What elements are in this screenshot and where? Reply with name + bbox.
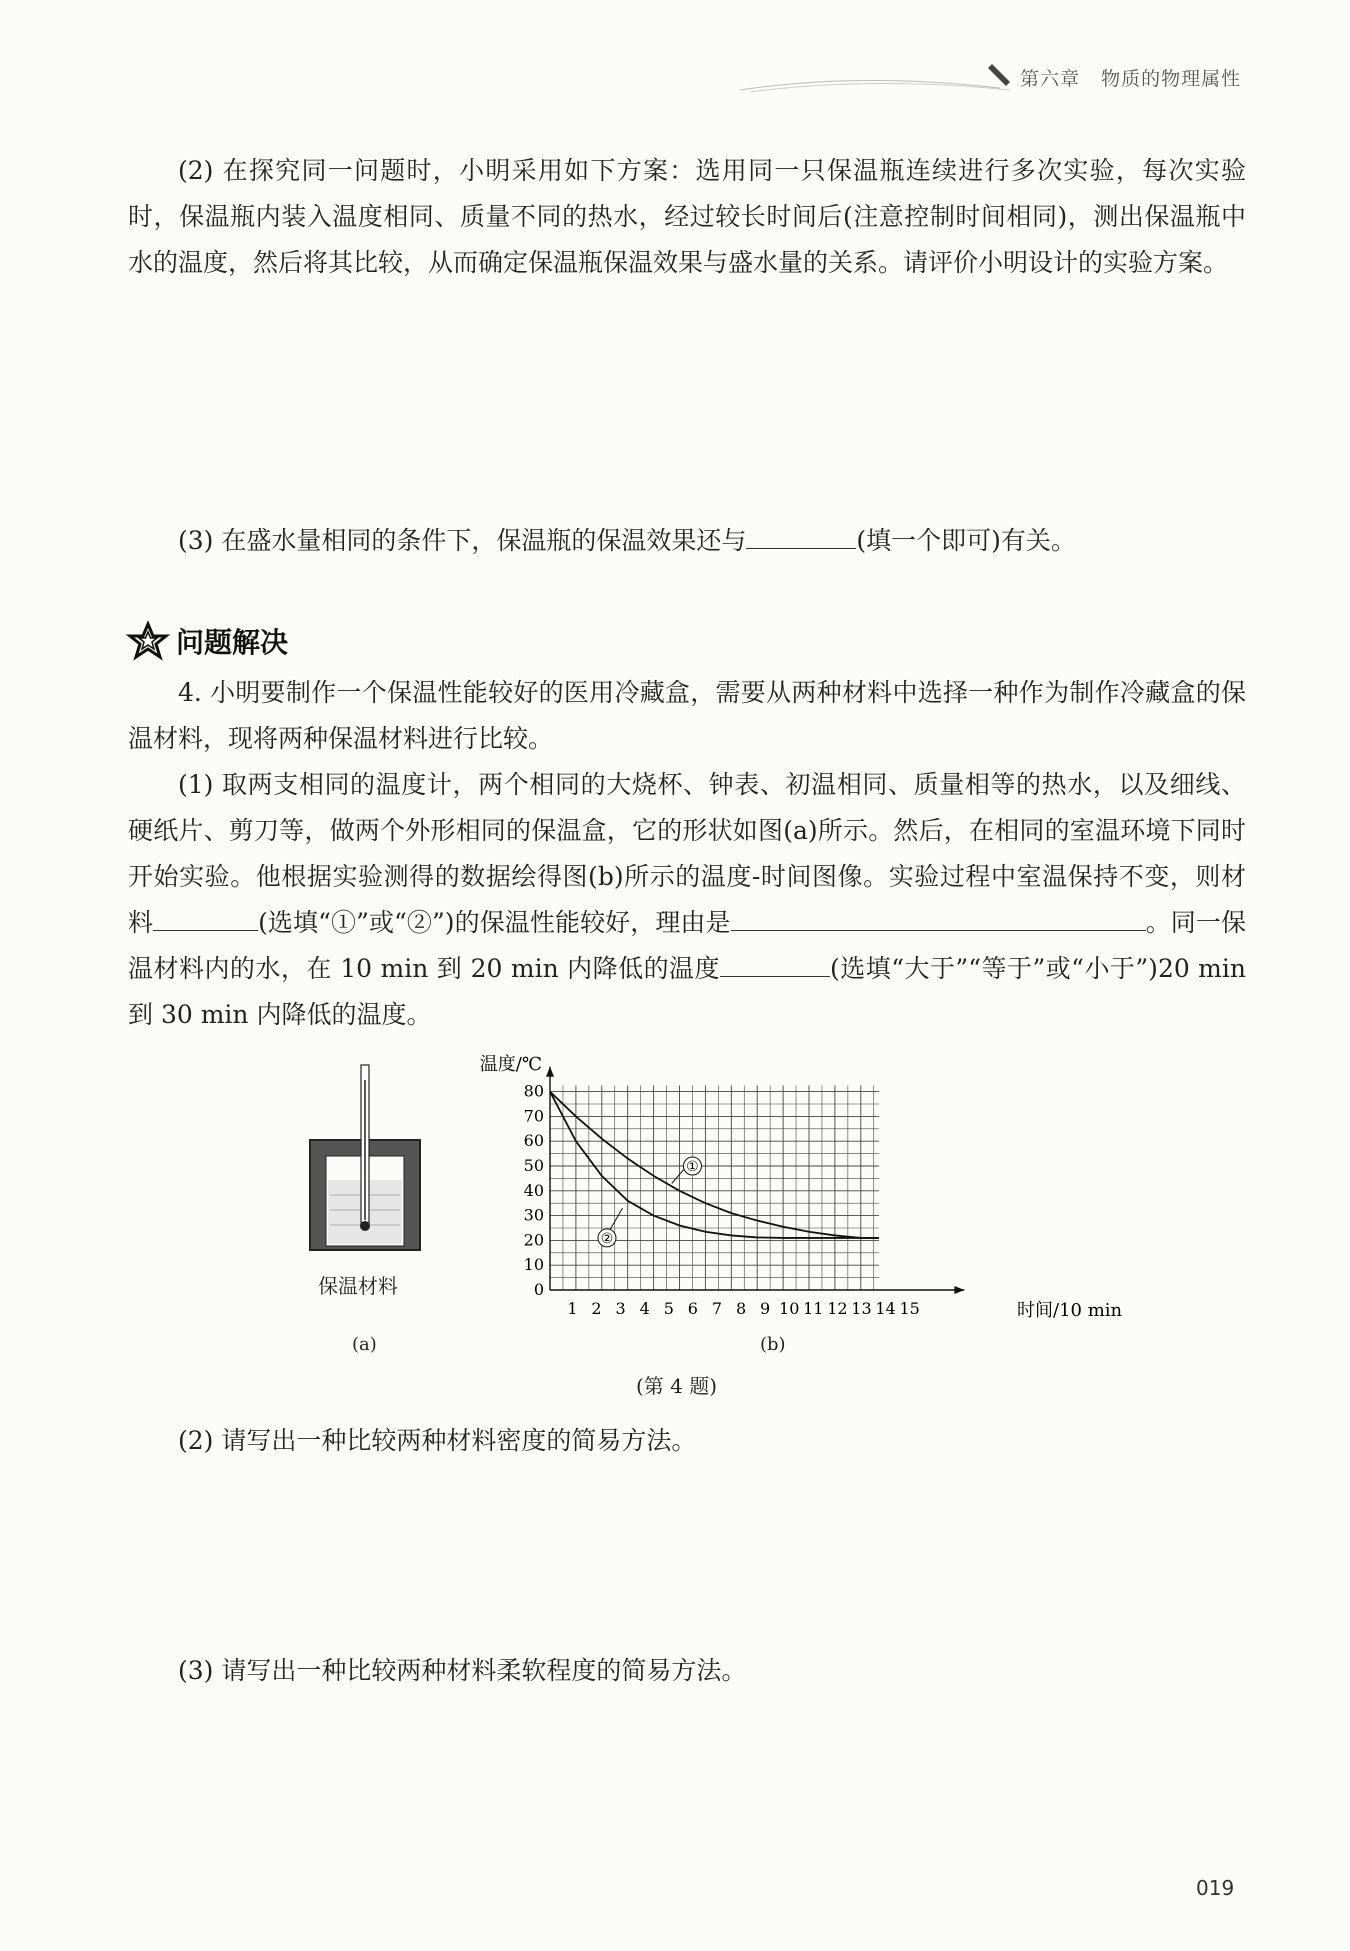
temperature-time-chart xyxy=(455,1050,1123,1332)
page-number: 019 xyxy=(1196,1876,1235,1900)
question-4-part-1: (1) 取两支相同的温度计，两个相同的大烧杯、钟表、初温相同、质量相等的热水，以及细线、硬纸片、剪刀等，做两个外形相同的保温盒，它的形状如图(a)所示。然后，在相同的室温环境下同时开始实验。他根据实验测得的数据绘得图(b)所示的温度-时间图像。实验过程中室温保持不变，则材料 (选填“①”或“②”)的保温性能较好，理由是 。同一保温材料内的水，在 10 min 到 20 min 内降低的温度 (选填“大于”“等于”或“小于”)20 min 到 30 min 内降低的温度。 xyxy=(128,770,1246,1029)
question-4-intro: 4. 小明要制作一个保温性能较好的医用冷藏盒，需要从两种材料中选择一种作为制作冷藏盒的保温材料，现将两种保温材料进行比较。 xyxy=(128,678,1246,753)
x-axis-label: 时间/10 min xyxy=(1017,1300,1123,1321)
x-axis-arrow xyxy=(954,1286,964,1294)
x-tick-label: 7 xyxy=(711,1299,723,1318)
x-tick-label: 10 xyxy=(779,1299,800,1318)
question-3-part-2: (2) 在探究同一问题时，小明采用如下方案：选用同一只保温瓶连续进行多次实验，每次实验时，保温瓶内装入温度相同、质量不同的热水，经过较长时间后(注意控制时间相同)，测出保温瓶中水的温度，然后将其比较，从而确定保温瓶保温效果与盛水量的关系。请评价小明设计的实验方案。 xyxy=(128,156,1246,277)
figure-caption: (第 4 题) xyxy=(636,1374,718,1398)
chart-grid xyxy=(550,1085,879,1290)
x-tick-label: 11 xyxy=(803,1299,824,1318)
answer-blank-material[interactable] xyxy=(153,900,258,931)
figure-a-caption: (a) xyxy=(352,1334,377,1355)
answer-blank[interactable] xyxy=(746,518,856,549)
y-tick-label: 70 xyxy=(523,1106,544,1126)
answer-blank-reason-cont[interactable] xyxy=(981,900,1146,931)
answer-blank-reason[interactable] xyxy=(731,900,981,931)
x-tick-label: 13 xyxy=(851,1299,872,1318)
insulation-material-label: 保温材料 xyxy=(318,1274,398,1298)
series-leader-line xyxy=(610,1208,623,1230)
x-tick-label: 2 xyxy=(591,1299,602,1318)
x-tick-label: 15 xyxy=(899,1299,920,1318)
y-tick-label: 0 xyxy=(533,1280,544,1299)
x-tick-label: 9 xyxy=(760,1299,771,1318)
x-tick-label: 12 xyxy=(827,1299,848,1318)
x-tick-label: 14 xyxy=(875,1299,896,1318)
y-axis-arrow xyxy=(546,1067,554,1077)
x-tick-label: 8 xyxy=(735,1299,747,1318)
question-4-part-2: (2) 请写出一种比较两种材料密度的简易方法。 xyxy=(178,1426,697,1455)
answer-blank-compare[interactable] xyxy=(720,946,830,977)
x-tick-label: 3 xyxy=(615,1299,626,1318)
series-label: ① xyxy=(686,1159,699,1175)
chapter-number: 第六章 xyxy=(1020,68,1081,90)
insulated-box-figure xyxy=(300,1060,440,1360)
pen-icon xyxy=(988,64,1010,86)
question-4-part-3: (3) 请写出一种比较两种材料柔软程度的简易方法。 xyxy=(178,1656,747,1685)
chapter-header xyxy=(1020,64,1241,91)
y-tick-label: 50 xyxy=(523,1156,544,1175)
y-tick-label: 40 xyxy=(523,1180,544,1200)
y-tick-label: 60 xyxy=(523,1131,544,1151)
chart-axes xyxy=(546,1067,964,1294)
question-3-part-3: (3) 在盛水量相同的条件下，保温瓶的保温效果还与 (填一个即可)有关。 xyxy=(128,518,1246,564)
y-tick-label: 10 xyxy=(523,1255,544,1275)
series-leader-line xyxy=(672,1168,685,1183)
x-tick-label: 5 xyxy=(663,1299,674,1318)
x-tick-label: 4 xyxy=(639,1299,650,1318)
x-tick-label: 6 xyxy=(687,1299,698,1318)
y-tick-label: 30 xyxy=(523,1205,544,1225)
y-tick-label: 20 xyxy=(523,1230,544,1250)
series-label: ② xyxy=(600,1230,614,1247)
thermometer-icon xyxy=(360,1065,370,1231)
header-decoration xyxy=(740,60,1030,100)
star-icon xyxy=(128,621,168,661)
x-tick-label: 1 xyxy=(567,1299,578,1318)
figure-b-caption: (b) xyxy=(760,1334,786,1355)
section-title: 问题解决 xyxy=(176,626,289,659)
chapter-title: 物质的物理属性 xyxy=(1101,68,1242,90)
section-header xyxy=(128,616,288,666)
chart-labels xyxy=(598,1157,701,1247)
y-axis-label: 温度/℃ xyxy=(479,1054,542,1075)
y-tick-label: 80 xyxy=(523,1081,544,1101)
